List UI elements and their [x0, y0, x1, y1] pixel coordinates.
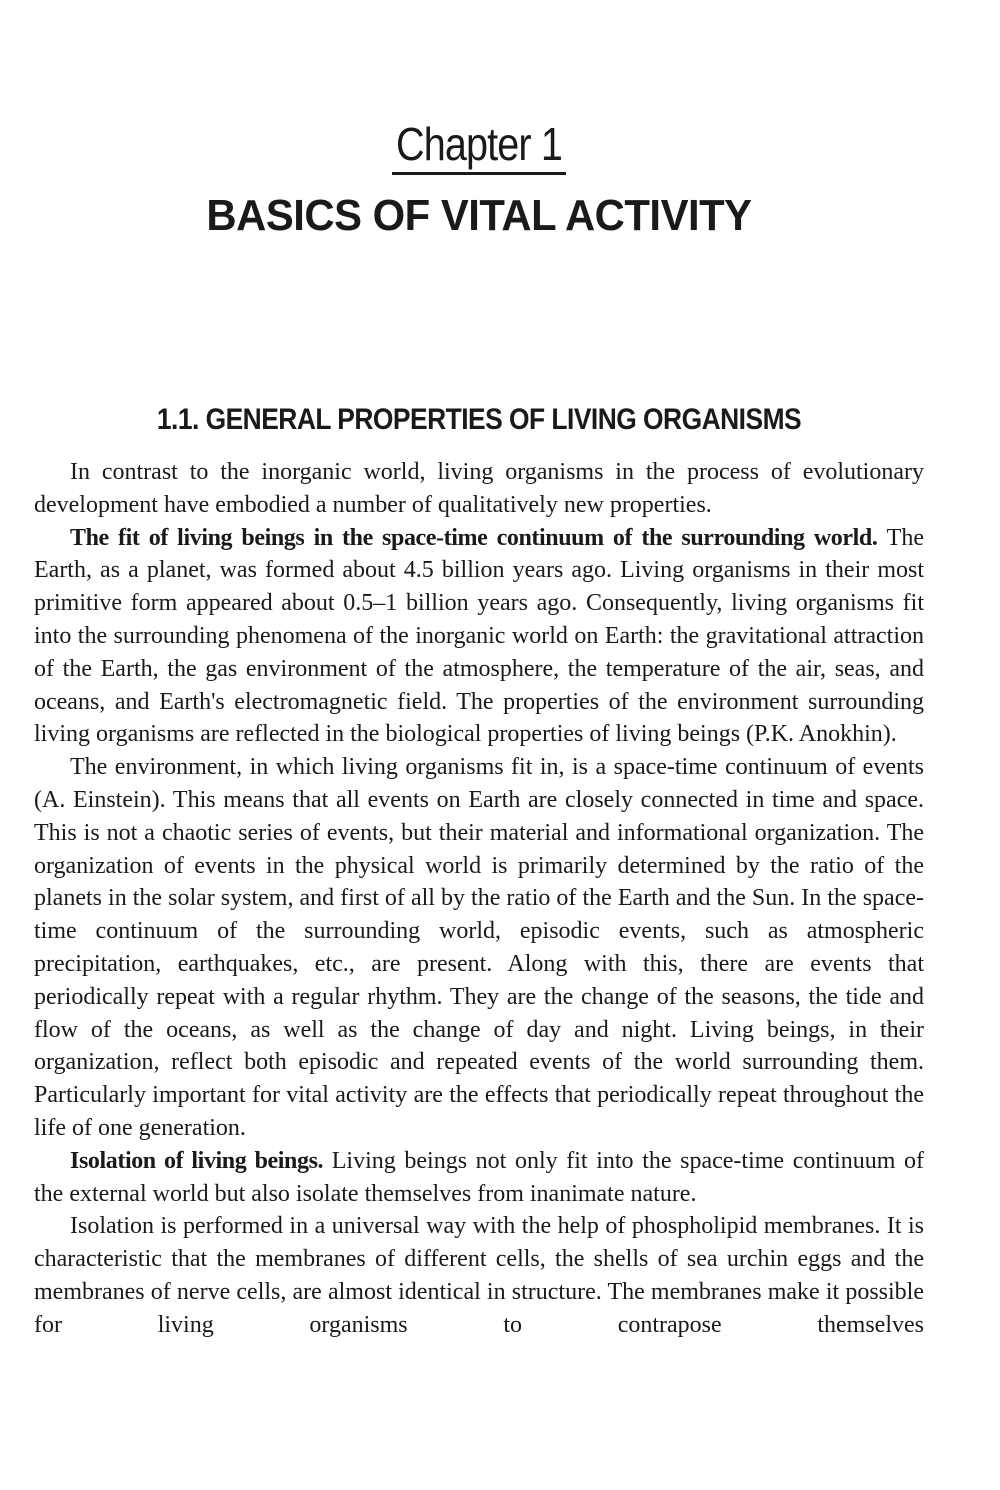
paragraph-4-text: Living beings not only fit into the space-time continuum of the external world but also isolate themselves from inanimate nature.: [34, 1147, 924, 1207]
paragraph-2-lead: The fit of living beings in the space-time continuum of the surrounding world.: [70, 524, 878, 551]
paragraph-1-text: In contrast to the inorganic world, living organisms in the process of evolutionary development have embodied a number of qualitatively new properties.: [34, 459, 924, 518]
paragraph-5-text: Isolation is performed in a universal way with the help of phospholipid membranes. It is characteristic that the membranes of different cells, the shells of sea urchin eggs and the membranes of nerve cells, are almost identical in structure. The membranes make it possible for living organisms to contrapose themselves: [34, 1213, 924, 1338]
section-heading: 1.1. GENERAL PROPERTIES OF LIVING ORGANISMS: [156, 403, 802, 436]
paragraph-4-lead: Isolation of living beings.: [70, 1147, 324, 1174]
paragraph-3-text: The environment, in which living organisms fit in, is a space-time continuum of events (A. Einstein). This means that all events on Earth are closely connected in time and space. This is not a chaotic series of events, but their material and informational organization. The organization of events in the physical world is primarily determined by the ratio of the planets in the solar system, and first of all by the ratio of the Earth and the Sun. In the space-time continuum of the surrounding world, episodic events, such as atmospheric precipitation, earthquakes, etc., are present. Along with this, there are events that periodically repeat with a regular rhythm. They are the change of the seasons, the tide and flow of the oceans, as well as the change of day and night. Living beings, in their organization, reflect both episodic and repeated events of the world surrounding them. Particularly important for vital activity are the effects that periodically repeat throughout the life of one generation.: [34, 754, 924, 1141]
book-page: [34, 0, 924, 1490]
paragraph-2-text: The Earth, as a planet, was formed about 4.5 billion years ago. Living organisms in their most primitive form appeared about 0.5–1 billion years ago. Consequently, living organisms fit into the surrounding phenomena of the inorganic world on Earth: the gravitational attraction of the Earth, the gas environment of the atmosphere, the temperature of the air, seas, and oceans, and Earth's electromagnetic field. The properties of the environment surrounding living organisms are reflected in the biological properties of living beings (P.K. Anokhin).: [34, 524, 924, 748]
paragraph-5: [34, 1210, 924, 1341]
paragraph-4: [34, 1145, 924, 1211]
paragraph-2: [34, 522, 924, 752]
paragraph-1: [34, 456, 924, 522]
chapter-underline: [392, 172, 566, 175]
chapter-label: Chapter 1: [395, 118, 562, 170]
paragraph-3: [34, 751, 924, 1145]
chapter-title: BASICS OF VITAL ACTIVITY: [206, 191, 752, 240]
body-text: [34, 456, 924, 1342]
